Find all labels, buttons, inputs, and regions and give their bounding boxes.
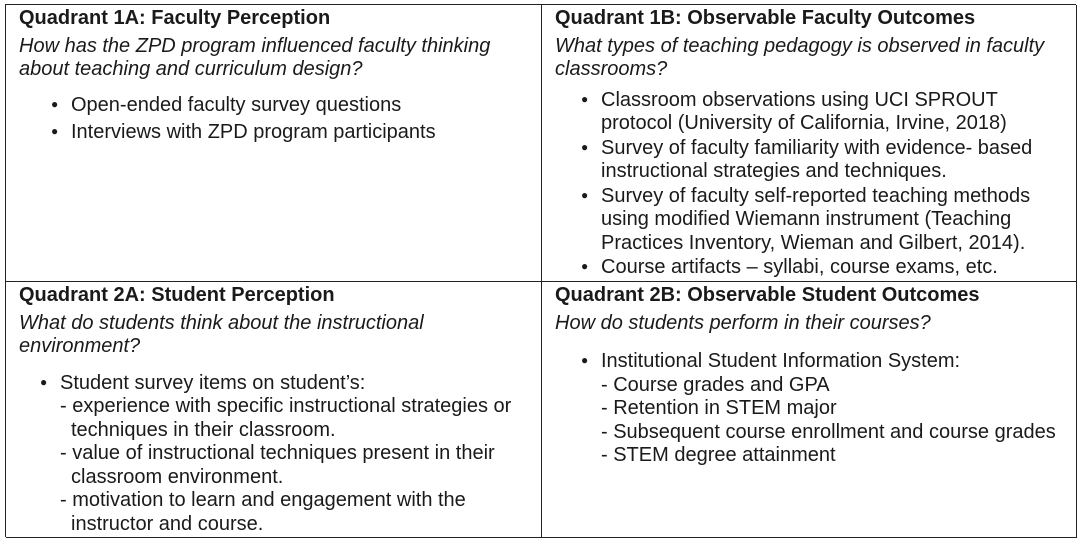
list-item: ● Open-ended faculty survey questions: [19, 94, 533, 118]
quadrant-1b-question: What types of teaching pedagogy is observed in faculty classrooms?: [555, 34, 1045, 80]
quadrant-2b-question: How do students perform in their courses?: [555, 311, 931, 334]
bullet-icon: [51, 121, 71, 147]
quadrant-2b-title: Quadrant 2B: Observable Student Outcomes: [555, 284, 980, 306]
list-item: ● Student survey items on student’s: - experience with specific instructional strategies or techniques in their classroom. - value of instructional techniques present in their classroom environment. - motivation to learn and engagement with the instructor and course.: [19, 372, 533, 537]
bullet-icon: [51, 94, 71, 120]
quadrant-1b-cell: [542, 5, 1077, 282]
bullet-icon: [581, 185, 601, 211]
list-item: ● Institutional Student Information System: - Course grades and GPA - Retention in STEM major - Subsequent course enrollment and course grades - STEM degree attainment: [555, 350, 1068, 468]
bullet-icon: [581, 89, 601, 115]
quadrant-1a-question: How has the ZPD program influenced faculty thinking about teaching and curriculum design?: [19, 34, 491, 80]
quadrant-1a-cell: [6, 5, 542, 282]
quadrant-2a-list: [19, 372, 533, 537]
quadrant-1a-title: Quadrant 1A: Faculty Perception: [19, 7, 331, 29]
bullet-icon: [581, 350, 601, 376]
list-item: ● Classroom observations using UCI SPROUT protocol (University of California, Irvine, 2018): [555, 89, 1068, 136]
bullet-icon: [40, 372, 60, 398]
bullet-icon: [581, 256, 601, 282]
sub-item: - Course grades and GPA: [601, 373, 830, 396]
quadrant-2b-list: [555, 350, 1068, 468]
sub-item: - value of instructional techniques present in their classroom environment.: [60, 442, 495, 488]
quadrant-2a-title: Quadrant 2A: Student Perception: [19, 284, 335, 306]
quadrant-2a-question: What do students think about the instructional environment?: [19, 311, 424, 357]
quadrant-2a-cell: [6, 282, 542, 538]
list-item: ● Survey of faculty familiarity with evidence- based instructional strategies and techniques.: [555, 137, 1068, 184]
list-item: ● Course artifacts – syllabi, course exams, etc.: [555, 256, 1068, 280]
quadrant-1b-title: Quadrant 1B: Observable Faculty Outcomes: [555, 7, 976, 29]
sub-item: - STEM degree attainment: [601, 444, 836, 466]
quadrant-1b-list: [555, 89, 1068, 280]
quadrant-1a-list: [19, 94, 533, 145]
sub-item: - motivation to learn and engagement with the instructor and course.: [60, 489, 466, 535]
list-item: ● Survey of faculty self-reported teaching methods using modified Wiemann instrument (Teaching Practices Inventory, Wieman and Gilbert, 2014).: [555, 185, 1068, 256]
evaluation-quadrant-table: [5, 4, 1076, 537]
list-item: ● Interviews with ZPD program participants: [19, 121, 533, 145]
quadrant-2b-cell: [542, 282, 1077, 538]
sub-item: - Retention in STEM major: [601, 397, 837, 419]
sub-item: - Subsequent course enrollment and course grades: [601, 420, 1056, 443]
bullet-icon: [581, 137, 601, 163]
sub-item: - experience with specific instructional strategies or techniques in their classroom.: [60, 395, 512, 441]
